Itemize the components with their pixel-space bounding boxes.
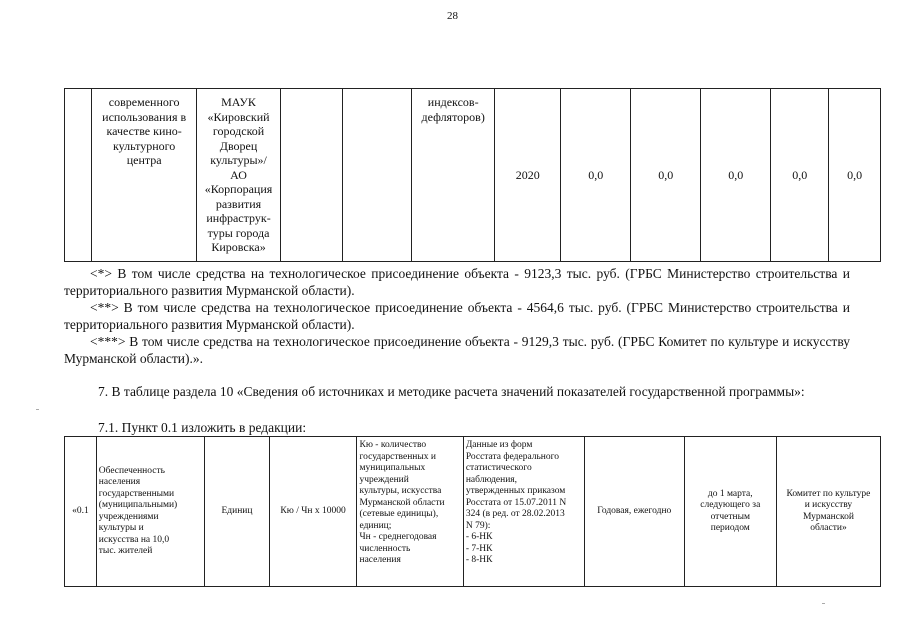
paragraph-item-7 xyxy=(64,383,850,400)
variables-line: Мурманской области xyxy=(359,497,445,508)
indicator-name-cell xyxy=(96,437,204,587)
paragraph-item-7-1: 7.1. Пункт 0.1 изложить в редакции: xyxy=(98,420,307,435)
variables-line: единиц; xyxy=(359,520,392,531)
value-cell: 0,0 xyxy=(771,89,829,262)
measure-name-line: культурного xyxy=(113,138,176,153)
data-source-cell xyxy=(463,437,584,587)
indicator-name-line: государственными xyxy=(98,488,175,499)
deadline-line: периодом xyxy=(710,523,750,533)
variables-line: учреждений xyxy=(359,474,409,485)
executor-line: городской xyxy=(212,124,265,138)
measure-name-line: качестве кино- xyxy=(106,124,182,138)
footnote-3 xyxy=(64,333,850,367)
responsible-cell xyxy=(776,437,880,587)
periodicity-cell: Годовая, ежегодно xyxy=(584,437,684,587)
executor-line: «Кировский xyxy=(207,109,270,124)
variables-line: государственных и xyxy=(359,451,436,462)
deadline-line: отчетным xyxy=(710,511,750,522)
executor-line: МАУК xyxy=(221,95,256,109)
data-source-line: - 6-НК xyxy=(465,532,493,542)
row-number-cell: «0.1 xyxy=(65,437,97,587)
measure-name-line: использования в xyxy=(102,109,187,124)
indicator-name-line: населения xyxy=(98,477,141,487)
value-cell: 0,0 xyxy=(829,89,881,262)
year-cell: 2020 xyxy=(495,89,561,262)
value-cell: 0,0 xyxy=(701,89,771,262)
method-cell xyxy=(412,89,495,262)
program-table-continuation xyxy=(64,88,881,262)
value-cell: 0,0 xyxy=(561,89,631,262)
responsible-line: и искусству xyxy=(804,500,853,510)
data-source-line: - 7-НК xyxy=(465,543,493,554)
scan-speck xyxy=(36,409,39,410)
measure-name-line: современного xyxy=(108,95,180,109)
executor-line: АО xyxy=(230,167,247,182)
data-source-line: наблюдения, xyxy=(465,474,518,485)
scan-speck xyxy=(822,603,825,604)
executor-line: культуры»/ xyxy=(210,153,267,167)
value-cell: 0,0 xyxy=(631,89,701,262)
variables-line: (сетевые единицы), xyxy=(359,509,439,519)
variables-line: культуры, искусства xyxy=(359,486,442,496)
unit-cell: Единиц xyxy=(205,437,269,587)
footnote-text: <**> В том числе средства на технологическое присоединение объекта - 4564,6 тыс. руб. (ГРБС Министерство строительства и территориального развития Мурманской области). xyxy=(64,300,850,332)
deadline-line: следующего за xyxy=(700,500,761,510)
page-number: 28 xyxy=(447,10,458,22)
responsible-line: Мурманской xyxy=(802,511,854,522)
data-source-line: N 79): xyxy=(465,520,491,531)
variables-line: численность xyxy=(359,543,411,554)
executor-line: Кировска» xyxy=(211,240,266,254)
responsible-line: области» xyxy=(810,523,847,533)
variables-line: населения xyxy=(359,555,401,565)
indicator-name-line: искусства на 10,0 xyxy=(98,534,170,545)
data-source-line: утвержденных приказом xyxy=(465,486,566,496)
indicator-name-line: тыс. жителей xyxy=(98,546,153,556)
indicator-name-line: (муниципальными) xyxy=(98,500,178,510)
data-source-line: 324 (в ред. от 28.02.2013 xyxy=(465,509,565,519)
indicator-name-line: Обеспеченность xyxy=(98,465,165,476)
data-source-line: Данные из форм xyxy=(465,440,533,450)
variables-cell xyxy=(357,437,463,587)
executor-line: туры города xyxy=(207,225,270,240)
footnote-1 xyxy=(64,265,850,299)
measure-name-line: центра xyxy=(126,153,162,167)
variables-line: Чн - среднегодовая xyxy=(359,532,437,542)
data-source-line: Росстата федерального xyxy=(465,451,560,462)
variables-line: муниципальных xyxy=(359,463,426,473)
item-7-text: 7. В таблице раздела 10 «Сведения об источниках и методике расчета значений показателей государственной программы»: xyxy=(98,384,805,399)
table-cell-number xyxy=(65,89,92,262)
executor-line: развития xyxy=(215,196,262,211)
executor-line: Дворец xyxy=(219,138,258,153)
data-source-line: - 8-НК xyxy=(465,555,493,565)
indicator-sources-table xyxy=(64,436,881,587)
method-line: дефляторов) xyxy=(421,109,485,124)
executor-line: «Корпорация xyxy=(204,182,273,196)
formula-cell: Кю / Чн х 10000 xyxy=(269,437,357,587)
measure-name-cell xyxy=(92,89,197,262)
responsible-line: Комитет по культуре xyxy=(786,488,871,499)
footnote-text: <***> В том числе средства на технологическое присоединение объекта - 9129,3 тыс. руб. (ГРБС Комитет по культуре и искусству Мурманской области).». xyxy=(64,334,850,366)
indicator-name-line: учреждениями xyxy=(98,511,159,522)
executor-cell xyxy=(196,89,280,262)
data-source-line: Росстата от 15.07.2011 N xyxy=(465,497,567,508)
executor-line: инфраструк- xyxy=(206,211,271,225)
empty-cell xyxy=(343,89,412,262)
empty-cell xyxy=(281,89,343,262)
variables-line: Кю - количество xyxy=(359,440,427,450)
footnote-2 xyxy=(64,299,850,333)
method-line: индексов- xyxy=(427,95,479,109)
deadline-cell xyxy=(684,437,776,587)
data-source-line: статистического xyxy=(465,463,532,473)
deadline-line: до 1 марта, xyxy=(707,488,753,499)
indicator-name-line: культуры и xyxy=(98,523,144,533)
footnote-text: <*> В том числе средства на технологическое присоединение объекта - 9123,3 тыс. руб. (ГРБС Министерство строительства и территориального развития Мурманской области). xyxy=(64,266,850,298)
